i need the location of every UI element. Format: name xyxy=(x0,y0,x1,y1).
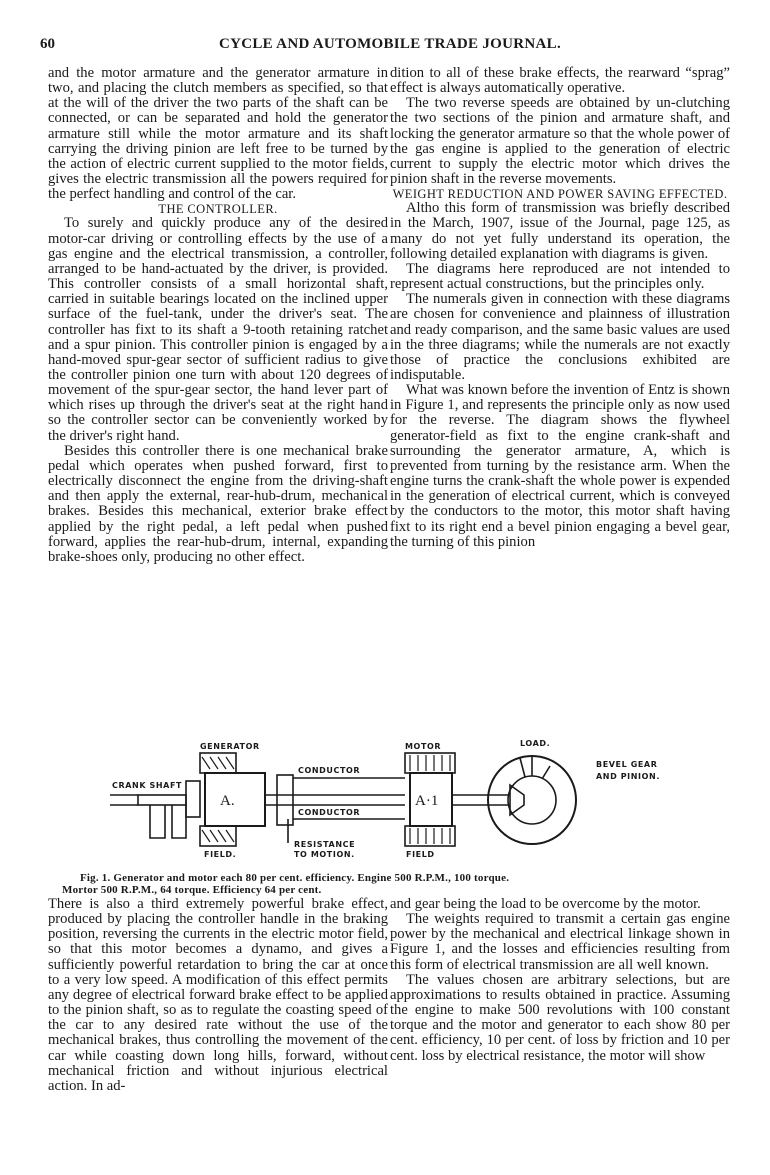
column-bottom-left xyxy=(48,897,388,1094)
paragraph: dition to all of these brake effects, the rearward “sprag” effect is always automatically operative. xyxy=(390,65,730,97)
journal-title: CYCLE AND AUTOMOBILE TRADE JOURNAL. xyxy=(218,36,562,52)
label-generator-field: FIELD. xyxy=(204,850,237,859)
label-generator: GENERATOR xyxy=(200,742,260,751)
flywheel-hub xyxy=(186,781,200,817)
paragraph: The diagrams here reproduced are not intended to represent actual constructions, but the principles only. xyxy=(390,260,730,293)
label-bevel-gear: BEVEL GEAR xyxy=(596,760,658,769)
label-motor: MOTOR xyxy=(405,742,442,751)
caption-line-2: Mortor 500 R.P.M., 64 torque. Efficiency 64 per cent. xyxy=(62,883,322,896)
label-armature-a: A. xyxy=(220,793,235,809)
section-heading-controller: THE CONTROLLER. xyxy=(158,202,278,217)
label-load: LOAD. xyxy=(520,739,551,748)
paragraph: The numerals given in connection with these diagrams are chosen for convenience and plainness of illustration and ready comparison, and the same basic values are used in the three diagrams; while the numerals are not exactly those of practice the conclusions exhibited are indisputable. xyxy=(390,291,730,383)
paragraph: Besides this controller there is one mechanical brake pedal which operates when pushed forward, first to electrically disconnect the engine from the driving-shaft and then apply the external, rear-hub-drum, mechanical brakes. Besides this mechanical, exterior brake effect applied by the right pedal, a left pedal when pushed forward, applies the rear-hub-drum, internal, expanding brake-shoes only, producing no other effect. xyxy=(48,442,388,565)
paragraph: Altho this form of transmission was briefly described in the March, 1907, issue of the Journal, page 125, as many do not yet fully understand its operation, the following detailed explanation with diagrams is given. xyxy=(390,200,730,262)
paragraph: and gear being the load to be overcome by the motor. xyxy=(390,896,701,912)
caption-line-1: Fig. 1. Generator and motor each 80 per cent. efficiency. Engine 500 R.P.M., 100 torque. xyxy=(80,872,510,884)
paragraph: The values chosen are arbitrary selections, but are approximations to results obtained in practice. Assuming the engine to make 500 revolutions with 100 constant torque and the motor and generator to each show 80 per cent. efficiency, 10 per cent. of loss by friction and 10 per cent. loss by electrical resistance, the motor will show xyxy=(390,971,730,1064)
label-armature-a1: A·1 xyxy=(415,793,439,809)
crank-shaft-end xyxy=(138,795,186,805)
paragraph: What was known before the invention of Entz is shown in Figure 1, and represents the principle only as now used for the reverse. The diagram shows the flywheel generator-field as fixt to the engine crank-shaft and surrounding the generator armature, A, which is prevented from turning by the resistance arm. When the engine turns the crank-shaft the whole power is expended in the generation of electrical current, which is conveyed by the conductors to the motor, this motor shaft having fixt to its right end a bevel pinion engaging a bevel gear, the turning of this pinion xyxy=(390,382,730,550)
figure-caption xyxy=(62,872,720,896)
column-bottom-right xyxy=(390,897,730,1064)
label-motor-field: FIELD xyxy=(406,850,435,859)
column-top-left xyxy=(48,66,388,565)
motor-field-bottom xyxy=(405,826,455,846)
paragraph: There is also a third extremely powerful brake effect, produced by placing the controller handle in the braking position, reversing the currents in the electric motor field, so that this motor becomes a dynamo, and gives a sufficiently powerful retardation to bring the car at once to a very low speed. A modification of this effect permits any degree of electrical forward brake effect to be applied to the pinion shaft, so as to regulate the coasting speed of the car to any desired rate without the use of the mechanical brakes, thus controlling the movement of the car while coasting down long hills, forward, without mechanical friction and without injurious electrical action. In ad- xyxy=(48,896,388,1094)
label-conductor-top: CONDUCTOR xyxy=(298,766,361,775)
page-header xyxy=(40,36,740,56)
label-pinion: AND PINION. xyxy=(596,772,660,781)
paragraph: To surely and quickly produce any of the desired motor-car driving or controlling effects by the use of a gas engine and the electrical transmission, a controller, arranged to be hand-actuated by the driver, is provided. This controller consists of a small horizontal shaft, carried in suitable bearings located on the inclined upper surface of the fuel-tank, under the driver's seat. The controller has fixt to its shaft a 9-tooth retaining ratchet and a spur pinion. This controller pinion is engaged by a hand-moved spur-gear sector of sufficient radius to give the controller pinion one turn with about 120 degrees of movement of the spur-gear sector, the hand lever part of which rises up through the driver's seat at the right hand so the controller sector can be conveniently worked by the driver's right hand. xyxy=(48,215,388,444)
page-number: 60 xyxy=(40,36,55,52)
generator-armature xyxy=(205,773,265,826)
paragraph: The two reverse speeds are obtained by un-clutching the two sections of the pinion and armature shaft, and locking the generator armature so that the whole power of the gas engine is applied to the generation of electric current to supply the electric motor which drives the pinion shaft in the reverse movements. xyxy=(390,95,730,188)
section-heading-weight-reduction: WEIGHT REDUCTION AND POWER SAVING EFFECTED. xyxy=(392,187,728,202)
label-to-motion: TO MOTION. xyxy=(294,850,355,859)
bevel-gear-hub xyxy=(508,776,556,824)
paragraph: and the motor armature and the generator armature in two, and placing the clutch members as specified, so that at the will of the driver the two parts of the shaft can be connected, or can be separated and hold the generator armature still while the motor armature and its shaft carrying the driving pinion are left free to be turned by the action of electric current supplied to the motor fields, gives the electric transmission all the powers required for the perfect handling and control of the car. xyxy=(48,65,388,203)
commutator xyxy=(277,775,293,825)
label-crank-shaft: CRANK SHAFT xyxy=(112,781,183,790)
motor-field-top xyxy=(405,753,455,773)
label-resistance: RESISTANCE xyxy=(294,840,356,849)
bevel-pinion xyxy=(510,785,524,815)
column-top-right xyxy=(390,66,730,550)
figure-1-diagram xyxy=(80,733,740,863)
crank-throw xyxy=(150,805,165,838)
label-conductor-bottom: CONDUCTOR xyxy=(298,808,361,817)
paragraph: The weights required to transmit a certain gas engine power by the mechanical and electrical linkage shown in Figure 1, and the losses and efficiencies resulting from this form of electrical transmission are all well known. xyxy=(390,911,730,973)
transmission-diagram xyxy=(80,733,740,863)
